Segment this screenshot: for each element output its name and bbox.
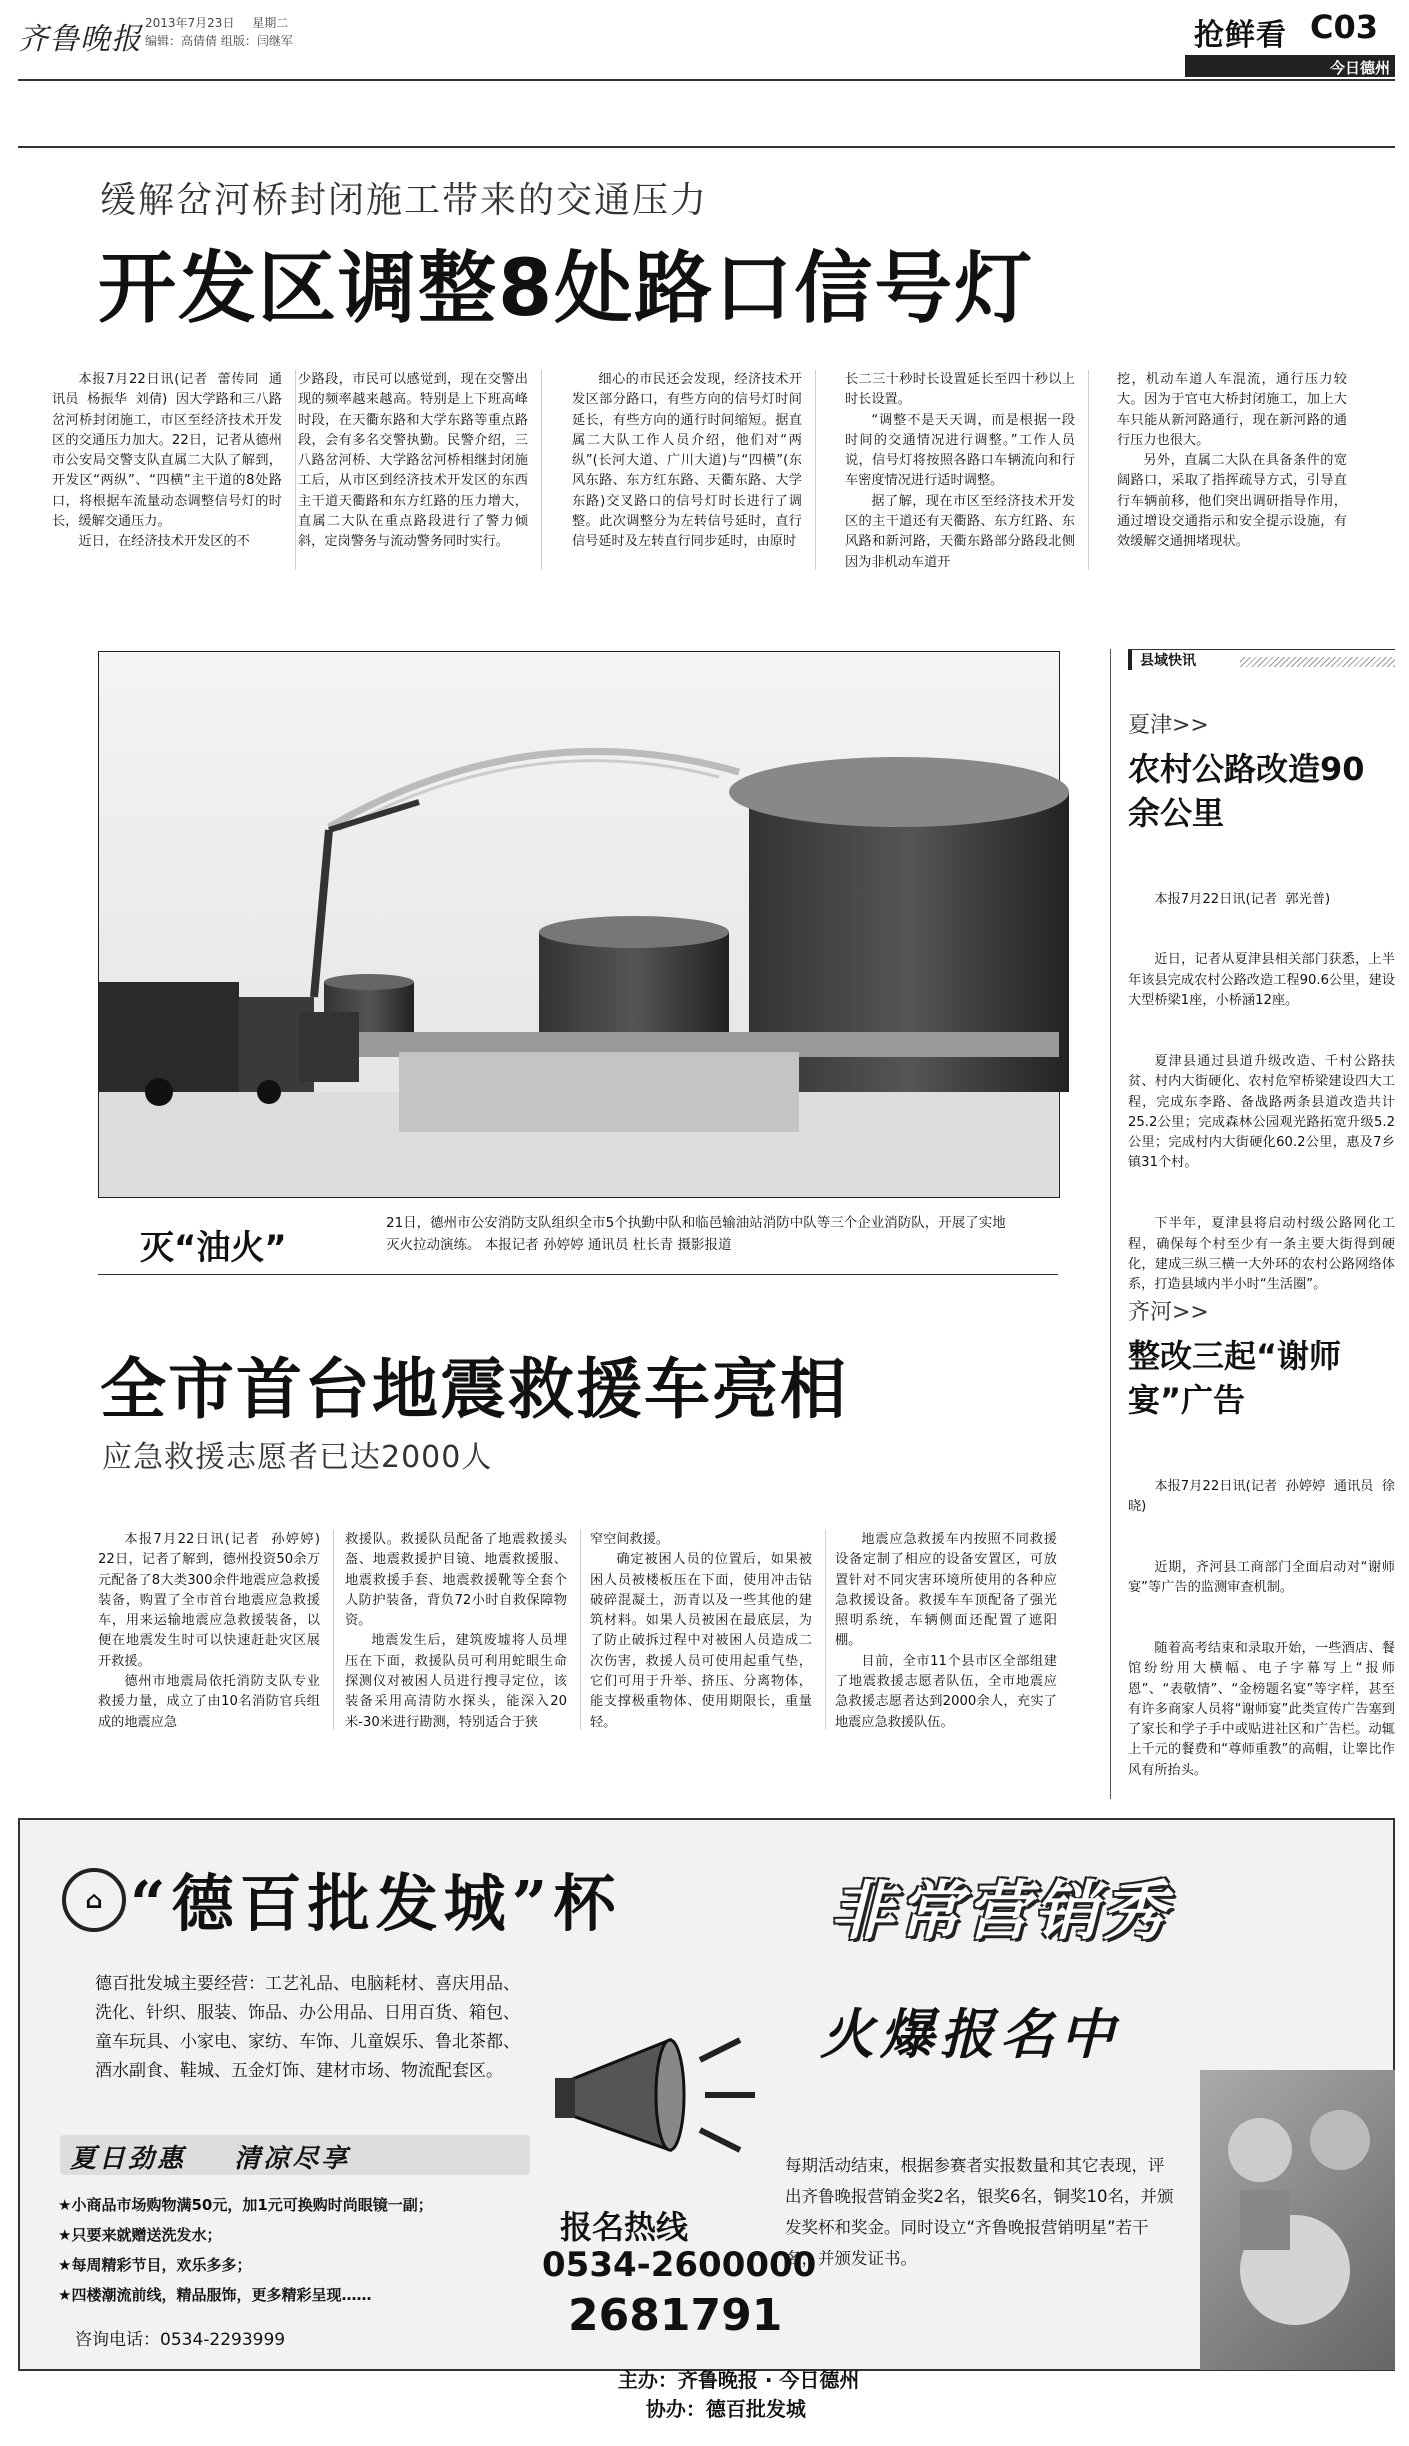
column-divider bbox=[825, 1530, 826, 1730]
ad-consult-phone: 咨询电话：0534-2293999 bbox=[75, 2330, 286, 2350]
column-divider bbox=[1088, 370, 1089, 570]
article-paragraph: 近日，在经济技术开发区的不 bbox=[78, 534, 250, 550]
article-paragraph: 地震应急救援车内按照不同救援设备定制了相应的设备安置区，可放置针对不同灾害环境所使用的各种应急救援设备。救援车车顶配备了强光照明系统，车辆侧面还配置了遮阳棚。 bbox=[835, 1532, 1057, 1649]
story2-subhead: 应急救援志愿者已达2000人 bbox=[102, 1440, 493, 1475]
story2-headline: 全市首台地震救援车亮相 bbox=[100, 1351, 848, 1428]
article-column bbox=[590, 1530, 812, 1733]
ad-promo-item: ★四楼潮流前线，精品服饰，更多精彩呈现…… bbox=[58, 2286, 372, 2304]
ad-co-sponsor: 协办：德百批发城 bbox=[645, 2397, 806, 2421]
sidebar-para: 随着高考结束和录取开始，一些酒店、餐馆纷纷用大横幅、电子字幕写上“报师恩”、“表敬情”、“金榜题名宴”等字样，甚至有许多商家人员将“谢师宴”此类宣传广告塞到了家长和学子手中或贴进社区和广告栏。动辄上千元的餐费和“尊师重教”的高帽，让睾比作风有所抬头。 bbox=[1128, 1640, 1395, 1778]
article-paragraph: 地震发生后，建筑废墟将人员埋压在下面，救援队员可利用蛇眼生命探测仪对被困人员进行搜寻定位，该装备采用高清防水探头，能深入20米-30米进行勘测，特别适合于狭 bbox=[345, 1633, 567, 1730]
ad-hotline-1: 0534-2600000 bbox=[542, 2245, 817, 2285]
sidebar-para: 夏津县通过县道升级改造、千村公路扶贫、村内大街硬化、农村危窄桥梁建设四大工程，完成东李路、备战路两条县道改造共计25.2公里；完成森林公园观光路拓宽升级5.2公里；完成村内大街硬化60.2公里，惠及7乡镇31个村。 bbox=[1128, 1053, 1395, 1171]
ad-title: “德百批发城”杯 bbox=[130, 1867, 622, 1940]
article-paragraph: 挖，机动车道人车混流，通行压力较大。因为于官屯大桥封闭施工，加上大车只能从新河路通行，现在新河路的通行压力也很大。 bbox=[1117, 372, 1347, 448]
ad-logo-mark: ⌂ bbox=[85, 1886, 103, 1914]
article-paragraph: 本报7月22日讯(记者 孙婷婷) 22日，记者了解到，德州投资50余万元配备了8大类300余件地震应急救援装备，购置了全市首台地震应急救援车，用来运输地震应急救援装备，以便在地震发生时可以快速赶赴灾区展开救援。 bbox=[98, 1532, 329, 1669]
section-name: 抢鲜看 bbox=[1194, 18, 1287, 53]
sidebar-para: 近日，记者从夏津县相关部门获悉，上半年该县完成农村公路改造工程90.6公里，建设大型桥梁1座，小桥涵12座。 bbox=[1128, 952, 1395, 1009]
kids-photo bbox=[1200, 2070, 1395, 2370]
sidebar-label bbox=[1128, 650, 1196, 670]
sidebar-para: 下半年，夏津县将启动村级公路网化工程，确保每个村至少有一条主要大街得到硬化，建成三纵三横一大外环的农村公路网络体系，打造县域内半小时“生活圈”。 bbox=[1128, 1216, 1395, 1293]
ad-intro: 德百批发城主要经营：工艺礼品、电脑耗材、喜庆用品、洗化、针织、服装、饰品、办公用品、日用百货、箱包、童车玩具、小家电、家纺、车饰、儿童娱乐、鲁北茶都、酒水副食、鞋城、五金灯饰、建材市场、物流配套区。 bbox=[95, 1974, 520, 2081]
article-paragraph: 细心的市民还会发现，经济技术开发区部分路口，有些方向的信号灯时间延长，有些方向的通行时间缩短。据直属二大队工作人员介绍，他们对“两纵”(长河大道、广川大道)与“四横”(东风东路、东方红东路、天衢东路、大学东路)交叉路口的信号灯时长进行了调整。此次调整分为左转信号延时，直行信号延时及左转直行同步延时，由原时 bbox=[572, 372, 802, 550]
ad-logo bbox=[62, 1868, 126, 1932]
sidebar-item-xiajin bbox=[1128, 708, 1395, 1336]
column-divider bbox=[333, 1530, 334, 1730]
article-paragraph: 少路段，市民可以感觉到，现在交警出现的频率越来越高。特别是上下班高峰时段，在天衢东路和大学东路等重点路段，会有多名交警执勤。民警介绍，三八路岔河桥、大学路岔河桥相继封闭施工后，从市区到经济技术开发区的东西主干道天衢路和东方红路的压力增大，直属二大队在重点路段进行了警力倾斜，定岗警务与流动警务同时实行。 bbox=[298, 372, 528, 550]
ad-hotline-label: 报名热线 bbox=[560, 2208, 689, 2246]
article-paragraph: 目前，全市11个县市区全部组建了地震救援志愿者队伍，全市地震应急救援志愿者达到2000余人，充实了地震应急救援队伍。 bbox=[835, 1653, 1057, 1730]
editor-line: 编辑：高倩倩 组版：闫继军 bbox=[145, 34, 293, 48]
issue-date bbox=[145, 14, 288, 31]
photo-caption-text: 21日，德州市公安消防支队组织全市5个执勤中队和临邑输油站消防中队等三个企业消防队，开展了实地灭火拉动演练。 本报记者 孙婷婷 通讯员 杜长青 摄影报道 bbox=[386, 1215, 1006, 1253]
top-section-rule bbox=[18, 146, 1395, 148]
article-paragraph: 另外，直属二大队在具备条件的宽阔路口，采取了指挥疏导方式，引导直行车辆前移，他们突出调研指导作用，通过增设交通指示和安全提示设施，有效缓解交通拥堵现状。 bbox=[1117, 453, 1347, 550]
sidebar-region: 夏津>> bbox=[1128, 713, 1209, 738]
edition-name: 今日德州 bbox=[1329, 59, 1390, 77]
megaphone-graphic bbox=[550, 2020, 770, 2170]
sidebar-byline: 本报7月22日讯(记者 孙婷婷 通讯员 徐晓) bbox=[1128, 1478, 1395, 1514]
sidebar-title: 农村公路改造90余公里 bbox=[1128, 750, 1365, 832]
ad-hotline-2: 2681791 bbox=[568, 2290, 783, 2341]
date: 2013年7月23日 bbox=[145, 16, 235, 30]
ad-promo-item: ★小商品市场购物满50元，加1元可换购时尚眼镜一副； bbox=[58, 2196, 433, 2214]
article-column bbox=[1117, 370, 1347, 553]
sidebar-divider bbox=[1110, 649, 1111, 1799]
article-column bbox=[845, 370, 1075, 573]
sidebar-label-text: 县域快讯 bbox=[1140, 653, 1196, 669]
ad-slogan: 非常营销秀 bbox=[830, 1875, 1170, 1949]
article-column bbox=[572, 370, 802, 553]
ad-box bbox=[18, 1818, 1395, 2421]
sidebar-label-hatch bbox=[1240, 657, 1395, 667]
column-divider bbox=[580, 1530, 581, 1730]
ad-desc: 每期活动结束，根据参赛者实报数量和其它表现，评出齐鲁晚报营销金奖2名，银奖6名，铜奖10名，并颁发奖杯和奖金。同时设立“齐鲁晚报营销明星”若干名，并颁发证书。 bbox=[785, 2156, 1174, 2268]
article-paragraph: 长二三十秒时长设置延长至四十秒以上时长设置。 bbox=[845, 372, 1075, 408]
sidebar-title: 整改三起“谢师宴”广告 bbox=[1128, 1337, 1342, 1419]
column-divider bbox=[815, 370, 816, 570]
ad-registering: 火爆报名中 bbox=[820, 2003, 1120, 2066]
ad-footer bbox=[590, 2340, 859, 2446]
page-number: C03 bbox=[1310, 8, 1379, 46]
story2-rule bbox=[98, 1274, 1058, 1275]
header-rule bbox=[18, 79, 1395, 81]
article-column bbox=[835, 1530, 1057, 1733]
article-column bbox=[98, 1530, 329, 1733]
article-column bbox=[345, 1530, 567, 1733]
article-column bbox=[52, 370, 282, 553]
weekday: 星期二 bbox=[252, 16, 289, 30]
story1-headline: 开发区调整8处路口信号灯 bbox=[98, 244, 1035, 334]
sidebar-region: 齐河>> bbox=[1128, 1300, 1209, 1325]
article-paragraph: 德州市地震局依托消防支队专业救援力量，成立了由10名消防官兵组成的地震应急 bbox=[98, 1674, 320, 1730]
megaphone-icon bbox=[550, 2020, 770, 2174]
sidebar-byline: 本报7月22日讯(记者 郭光普) bbox=[1154, 891, 1331, 907]
article-paragraph: 窄空间救援。 bbox=[590, 1532, 670, 1547]
ad-promo-item: ★只要来就赠送洗发水； bbox=[58, 2226, 222, 2244]
firefighting-drill-photo bbox=[99, 652, 1059, 1197]
ad-promos bbox=[58, 2190, 528, 2310]
ad-promo-item: ★每周精彩节目，欢乐多多； bbox=[58, 2256, 252, 2274]
column-divider bbox=[295, 370, 296, 570]
article-paragraph: 本报7月22日讯(记者 蕾传同 通讯员 杨振华 刘倩) 因大学路和三八路岔河桥封闭施工，市区至经济技术开发区的交通压力加大。22日，记者从德州市公安局交警支队直属二大队了解到，开发区“两纵”、“四横”主干道的8处路口，将根据车流量动态调整信号灯的时长，缓解交通压力。 bbox=[52, 372, 282, 530]
ad-kids-photo bbox=[1200, 2070, 1395, 2370]
article-paragraph: 救援队。救援队员配备了地震救援头盔、地震救援护目镜、地震救援服、地震救援手套、地震救援靴等全套个人防护装备，背负72小时自救保障物资。 bbox=[345, 1532, 567, 1629]
story1-kicker: 缓解岔河桥封闭施工带来的交通压力 bbox=[100, 180, 709, 221]
ad-promo-title: 夏日劲惠 清凉尽享 bbox=[70, 2144, 351, 2174]
article-paragraph: “调整不是天天调，而是根据一段时间的交通情况进行调整。”工作人员说，信号灯将按照各路口车辆流向和行车密度情况进行适时调整。 bbox=[845, 412, 1075, 489]
news-photo bbox=[98, 651, 1060, 1198]
ad-sponsor: 主办：齐鲁晚报 · 今日德州 bbox=[617, 2368, 860, 2392]
sidebar-para: 近期，齐河县工商部门全面启动对“谢师宴”等广告的监测审查机制。 bbox=[1128, 1559, 1395, 1596]
article-paragraph: 据了解，现在市区至经济技术开发区的主干道还有天衢路、东方红路、东风路和新河路，天衢东路部分路段北侧因为非机动车道开 bbox=[845, 493, 1075, 570]
article-paragraph: 确定被困人员的位置后，如果被困人员被楼板压在下面，使用冲击钻破碎混凝土，沥青以及一些其他的建筑材料。如果人员被困在最底层，为了防止破拆过程中对被困人员造成二次伤害，救援人员可使用起重气垫，它们可用于升举、挤压、分离物体，能支撑极重物体、使用期限长，重量轻。 bbox=[590, 1552, 812, 1730]
photo-caption-title: 灭“油火” bbox=[140, 1228, 287, 1268]
sidebar-body bbox=[1128, 849, 1395, 1336]
article-column bbox=[298, 370, 528, 553]
masthead-logo: 齐鲁晚报 bbox=[18, 22, 142, 57]
column-divider bbox=[541, 370, 542, 570]
